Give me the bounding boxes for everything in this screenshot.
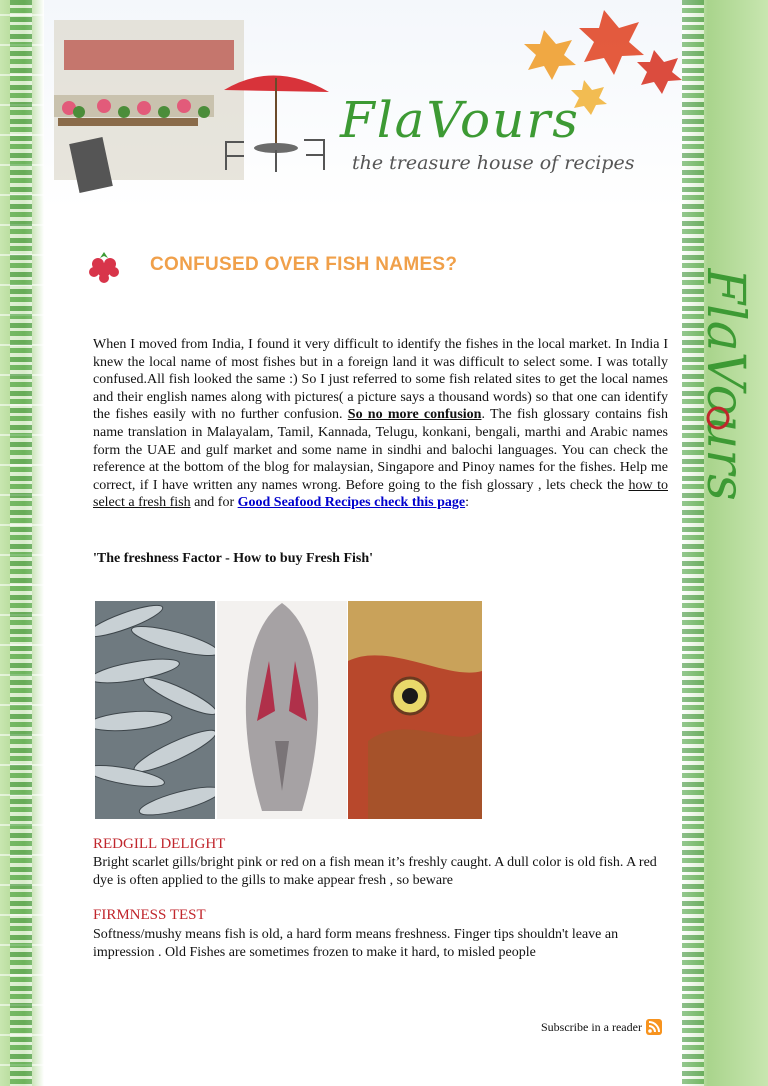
brand-title: FlaVours <box>340 91 580 149</box>
intro-text-2: . The fish glossary contains fish name translation in Malayalam, Tamil, Kannada, Telugu, konkani, bengali, marthi and Arabic names form the UAE and gulf market and some name in sindhi and balochi languages. You can check the reference at the bottom of the blog for malaysian, Singapore and Pinoy names for the fishes. Help me correct, if I have written any names wrong. Before going to the fish glossary , lets check the <box>93 407 668 493</box>
redgill-title: REDGILL DELIGHT <box>93 836 226 852</box>
brand-tagline: the treasure house of recipes <box>352 152 635 174</box>
intro-emphasis: So no more confusion <box>347 407 482 423</box>
intro-paragraph <box>93 336 668 512</box>
sardines-image <box>95 601 215 819</box>
leaf-pattern <box>10 0 32 1086</box>
intro-text-3: and for <box>190 495 238 511</box>
title-row <box>84 246 644 286</box>
redgill-text: Bright scarlet gills/bright pink or red on a fish mean it’s freshly caught. A dull color is old fish. A red dye is often applied to the gills to make appear fresh , so beware <box>93 855 657 888</box>
side-logo <box>694 268 754 538</box>
intro-text-1: When I moved from India, I found it very difficult to identify the fishes in the local market. In India I knew the local name of most fishes but in a foreign land it was difficult to select some. I was totally confused.All fish looked the same :) So I just referred to some fish related sites to get the local names and their english names along with pictures( a picture says a thousand words) so that one can identify the fishes easily with no further confusion. <box>93 337 668 423</box>
fresh-fish-link[interactable]: how to select a fresh fish <box>93 477 668 511</box>
left-leaf-border <box>0 0 44 1086</box>
rss-feed-icon <box>646 1019 662 1035</box>
red-snapper-photo <box>348 601 482 819</box>
sardines-photo <box>95 601 215 819</box>
right-leaf-border <box>682 0 768 1086</box>
firmness-title: FIRMNESS TEST <box>93 907 206 923</box>
page-title: CONFUSED OVER FISH NAMES? <box>150 254 458 275</box>
fish-eye-image <box>348 601 482 819</box>
svg-text:FlaVours: FlaVours <box>695 268 754 501</box>
header-banner <box>44 0 682 210</box>
freshness-subheading: 'The freshness Factor - How to buy Fresh Fish' <box>93 551 374 566</box>
vertical-brand-logo <box>694 268 754 538</box>
intro-text-4: : <box>465 495 470 511</box>
seafood-recipes-link[interactable]: Good Seafood Recipes check this page <box>237 495 466 511</box>
leaf-pattern <box>682 0 704 1086</box>
fish-gills-image <box>217 601 347 819</box>
subscribe-link[interactable] <box>541 1019 662 1035</box>
subscribe-label: Subscribe in a reader <box>541 1019 642 1034</box>
raspberry-icon <box>84 248 124 284</box>
gills-photo <box>217 601 347 819</box>
firmness-text: Softness/mushy means fish is old, a hard form means freshness. Finger tips shouldn't leave an impression . Old Fishes are sometimes frozen to make it hard, to misled people <box>93 927 619 960</box>
